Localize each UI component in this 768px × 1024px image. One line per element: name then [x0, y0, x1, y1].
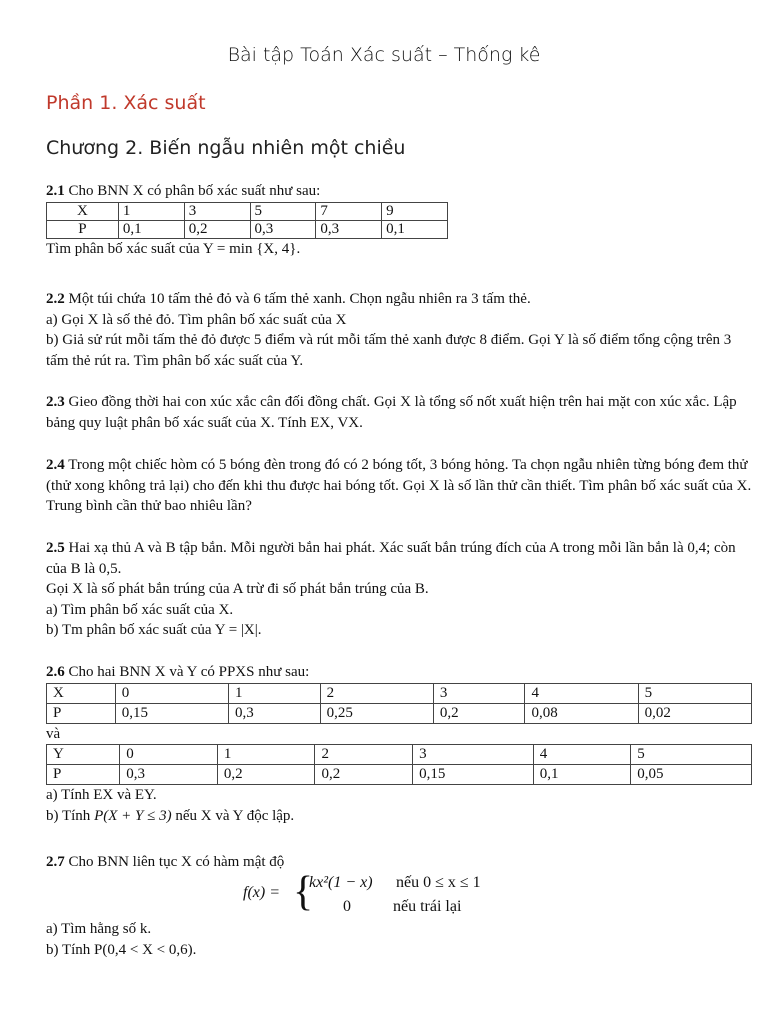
table-cell: 4: [525, 683, 638, 703]
exercise-text: Hai xạ thủ A và B tập bắn. Mỗi người bắn hai phát. Xác suất bắn trúng đích của A trong mỗi lần bắn là 0,4; còn của B là 0,5.: [46, 540, 736, 577]
exercise-number: 2.6: [46, 664, 65, 680]
table-cell: 0,2: [315, 765, 413, 785]
table-cell: 0,15: [115, 703, 228, 723]
table-cell: 0,3: [120, 765, 218, 785]
exercise-part-a: a) Tính EX và EY.: [46, 787, 157, 803]
connector-text: và: [46, 725, 61, 742]
table-cell: X: [47, 683, 116, 703]
table-cell: P: [47, 220, 119, 238]
part-b-suffix: nếu X và Y độc lập.: [171, 807, 295, 824]
table-cell: 3: [413, 745, 534, 765]
part-b-prefix: b) Tính: [46, 807, 95, 824]
distribution-table-y: [46, 744, 752, 785]
exercise-text: Cho BNN liên tục X có hàm mật độ: [64, 854, 285, 870]
table-cell: 0,05: [631, 765, 752, 785]
exercise-text: Gieo đồng thời hai con xúc xắc cân đối đồng chất. Gọi X là tổng số nốt xuất hiện trên hai mặt con xúc xắc. Lập bảng quy luật phân bố xác suất của X. Tính EX, VX.: [46, 394, 737, 431]
table-cell: 0,2: [217, 765, 315, 785]
exercise-2-7: [46, 852, 752, 873]
math-expression: P(X + Y ≤ 3): [94, 807, 172, 824]
exercise-2-6: [46, 662, 752, 826]
table-cell: 1: [118, 202, 184, 220]
exercise-part-a: a) Tìm phân bố xác suất của X.: [46, 601, 234, 618]
table-cell: 0,1: [533, 765, 631, 785]
exercise-number: 2.4: [46, 457, 65, 473]
table-row: [47, 683, 752, 703]
formula-brace: {: [293, 869, 314, 915]
table-cell: 0,15: [413, 765, 534, 785]
exercise-2-5: [46, 538, 752, 641]
exercise-part-b: b) Tm phân bố xác suất của Y = |X|.: [46, 622, 262, 638]
formula-condition-1: nếu 0 ≤ x ≤ 1: [396, 874, 481, 891]
exercise-text: Trong một chiếc hòm có 5 bóng đèn trong đó có 2 bóng tốt, 3 bóng hỏng. Ta chọn ngẫu nhiên từng bóng đem thử (thử xong không trả lại) cho đến khi thu được hai bóng tốt. Gọi X là số lần thử cần thiết. Tìm phân bố xác suất của X. Trung bình cần thử bao nhiêu lần?: [46, 457, 752, 514]
exercise-number: 2.3: [46, 394, 65, 410]
table-row: [47, 220, 448, 238]
exercise-2-7-parts: [46, 919, 752, 960]
table-cell: 0: [120, 745, 218, 765]
table-cell: 0,1: [118, 220, 184, 238]
table-cell: 0,08: [525, 703, 638, 723]
formula-case-2: 0: [343, 898, 351, 915]
table-cell: 5: [638, 683, 751, 703]
formula-case-1: kx²(1 − x): [309, 874, 373, 891]
table-row: [47, 765, 752, 785]
formula-condition-2: nếu trái lại: [393, 898, 462, 915]
table-cell: 5: [250, 202, 316, 220]
exercise-number: 2.1: [46, 183, 65, 199]
exercise-part-a: a) Gọi X là số thẻ đỏ. Tìm phân bố xác suất của X: [46, 311, 347, 328]
table-cell: 0,1: [382, 220, 448, 238]
table-cell: 1: [217, 745, 315, 765]
table-cell: P: [47, 703, 116, 723]
exercise-2-1: [46, 181, 752, 259]
table-cell: 0,3: [250, 220, 316, 238]
table-cell: 2: [315, 745, 413, 765]
exercise-part-a: a) Tìm hằng số k.: [46, 921, 152, 937]
exercise-2-4: [46, 455, 752, 517]
exercise-text: Cho hai BNN X và Y có PPXS như sau:: [64, 664, 310, 680]
exercise-number: 2.5: [46, 540, 65, 556]
table-cell: 0: [115, 683, 228, 703]
table-cell: 0,3: [229, 703, 321, 723]
table-cell: 0,2: [433, 703, 525, 723]
exercise-part-b: b) Tính P(0,4 < X < 0,6).: [46, 941, 197, 958]
exercise-number: 2.7: [46, 854, 65, 870]
table-cell: 0,02: [638, 703, 751, 723]
chapter-heading: Chương 2. Biến ngẫu nhiên một chiều: [46, 137, 406, 159]
exercise-text: Một túi chứa 10 tấm thẻ đỏ và 6 tấm thẻ xanh. Chọn ngẫu nhiên ra 3 tấm thẻ.: [64, 291, 531, 307]
table-cell: 0,25: [320, 703, 433, 723]
table-row: [47, 703, 752, 723]
table-cell: 0,2: [184, 220, 250, 238]
table-cell: 1: [229, 683, 321, 703]
table-row: [47, 202, 448, 220]
part-heading: Phần 1. Xác suất: [46, 92, 206, 114]
table-cell: X: [47, 202, 119, 220]
table-cell: 3: [433, 683, 525, 703]
table-cell: 9: [382, 202, 448, 220]
distribution-table-x: [46, 202, 448, 239]
table-cell: 0,3: [316, 220, 382, 238]
exercise-number: 2.2: [46, 291, 65, 307]
exercise-part-b: [46, 806, 752, 827]
distribution-table-x: [46, 683, 752, 724]
exercise-part-b: b) Giả sử rút mỗi tấm thẻ đỏ được 5 điểm và rút mỗi tấm thẻ xanh được 8 điểm. Gọi Y là số điểm tổng cộng trên 3 tấm thẻ rút ra. Tìm phân bố xác suất của Y.: [46, 332, 732, 369]
exercise-text: Gọi X là số phát bắn trúng của A trừ đi số phát bắn trúng của B.: [46, 581, 429, 597]
table-cell: 4: [533, 745, 631, 765]
exercise-2-3: [46, 392, 752, 433]
table-cell: Y: [47, 745, 120, 765]
table-cell: 3: [184, 202, 250, 220]
exercise-text: Tìm phân bố xác suất của Y = min {X, 4}.: [46, 240, 301, 257]
page-title: Bài tập Toán Xác suất – Thống kê: [227, 44, 541, 66]
formula-lhs: f(x) =: [243, 884, 280, 901]
table-cell: 5: [631, 745, 752, 765]
table-cell: 2: [320, 683, 433, 703]
exercise-text: Cho BNN X có phân bố xác suất như sau:: [64, 183, 321, 199]
table-cell: P: [47, 765, 120, 785]
table-cell: 7: [316, 202, 382, 220]
table-row: [47, 745, 752, 765]
exercise-2-2: [46, 289, 752, 371]
